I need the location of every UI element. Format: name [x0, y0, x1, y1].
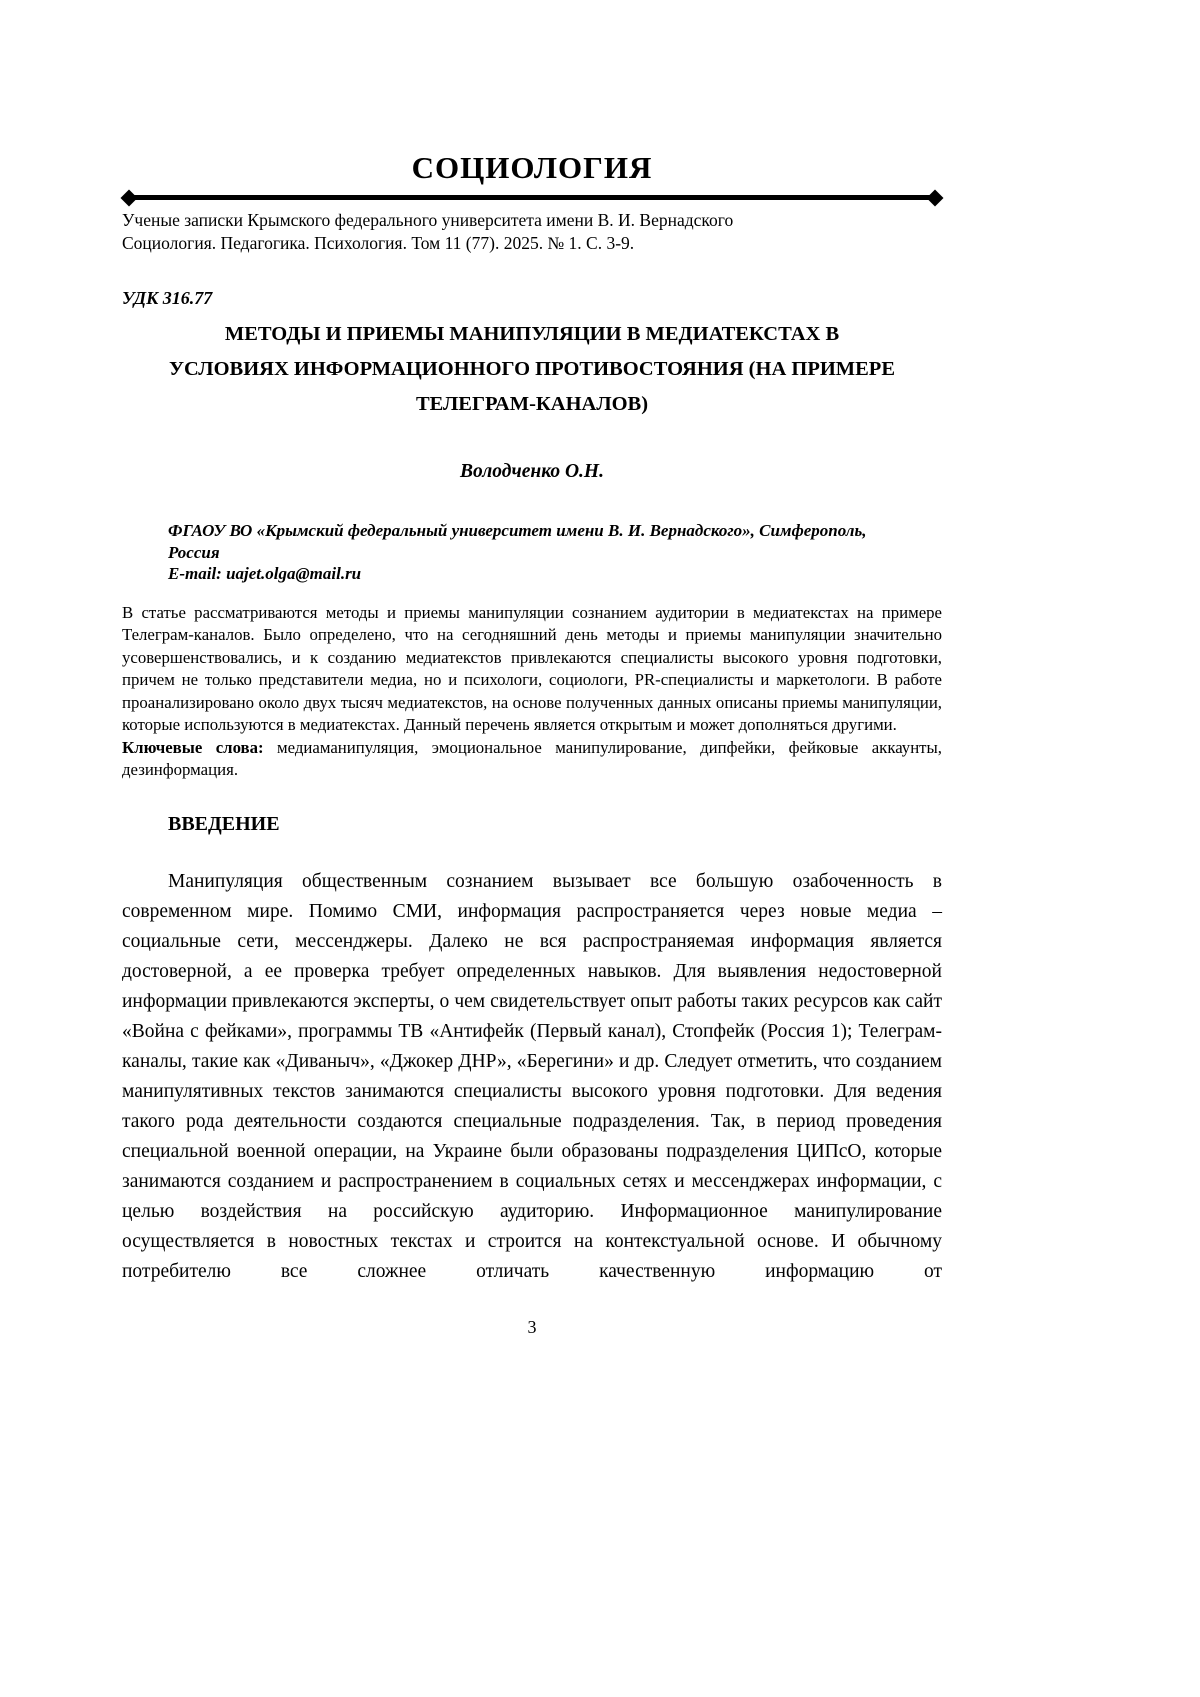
abstract-block [122, 602, 942, 782]
email: E-mail: uajet.olga@mail.ru [168, 564, 362, 583]
introduction-heading: ВВЕДЕНИЕ [168, 812, 280, 835]
keywords-line [122, 737, 942, 782]
affiliation-block [122, 520, 942, 585]
content-column [122, 0, 942, 1287]
affiliation: ФГАОУ ВО «Крымский федеральный университет имени В. И. Вернадского», Симферополь, Россия [168, 521, 867, 562]
journal-info [122, 209, 942, 255]
udc-code: УДК 316.77 [122, 288, 213, 308]
keywords-label: Ключевые слова: [122, 737, 264, 757]
rule-diamond-right-icon [927, 189, 944, 206]
author-name: Володченко О.Н. [460, 461, 604, 482]
section-header: СОЦИОЛОГИЯ [411, 150, 653, 185]
introduction-paragraph: Манипуляция общественным сознанием вызывает все большую озабоченность в современном мире. Помимо СМИ, информация распространяется через новые медиа – социальные сети, мессенджеры. Далеко не вся распространяемая информация является достоверной, а ее проверка требует определенных навыков. Для выявления недостоверной информации привлекаются эксперты, о чем свидетельствует опыт работы таких ресурсов как сайт «Война с фейками», программы ТВ «Антифейк (Первый канал), Стопфейк (Россия 1); Телеграм-каналы, такие как «Диваныч», «Джокер ДНР», «Берегини» и др. Следует отметить, что созданием манипулятивных текстов занимаются специалисты высокого уровня подготовки. Для ведения такого рода деятельности создаются специальные подразделения. Так, в период проведения специальной военной операции, на Украине были образованы подразделения ЦИПсО, которые занимаются созданием и распространением в социальных сетях и мессенджерах информации, с целью воздействия на российскую аудиторию. Информационное манипулирование осуществляется в новостных текстах и строится на контекстуальной основе. И обычному потребителю все сложнее отличать качественную информацию от [122, 870, 942, 1282]
rule-line [127, 195, 937, 200]
page-number: 3 [527, 1317, 537, 1337]
article-title: МЕТОДЫ И ПРИЕМЫ МАНИПУЛЯЦИИ В МЕДИАТЕКСТАХ В УСЛОВИЯХ ИНФОРМАЦИОННОГО ПРОТИВОСТОЯНИЯ (НА ПРИМЕРЕ ТЕЛЕГРАМ-КАНАЛОВ) [168, 323, 896, 415]
header-rule [122, 189, 942, 206]
journal-info-line-2: Социология. Педагогика. Психология. Том 11 (77). 2025. № 1. С. 3-9. [122, 233, 635, 253]
keywords-text: медиаманипуляция, эмоциональное манипулирование, дипфейки, фейковые аккаунты, дезинформация. [122, 737, 942, 779]
abstract-text: В статье рассматриваются методы и приемы манипуляции сознанием аудитории в медиатекстах на примере Телеграм-каналов. Было определено, что на сегодняшний день методы и приемы манипуляции значительно усовершенствовались, и к созданию медиатекстов привлекаются специалисты высокого уровня подготовки, причем не только представители медиа, но и психологи, социологи, PR-специалисты и маркетологи. В работе проанализировано около двух тысяч медиатекстов, на основе полученных данных описаны приемы манипуляции, которые используются в медиатекстах. Данный перечень является открытым и может дополняться другими. [122, 602, 942, 734]
journal-info-line-1: Ученые записки Крымского федерального университета имени В. И. Вернадского [122, 210, 734, 230]
